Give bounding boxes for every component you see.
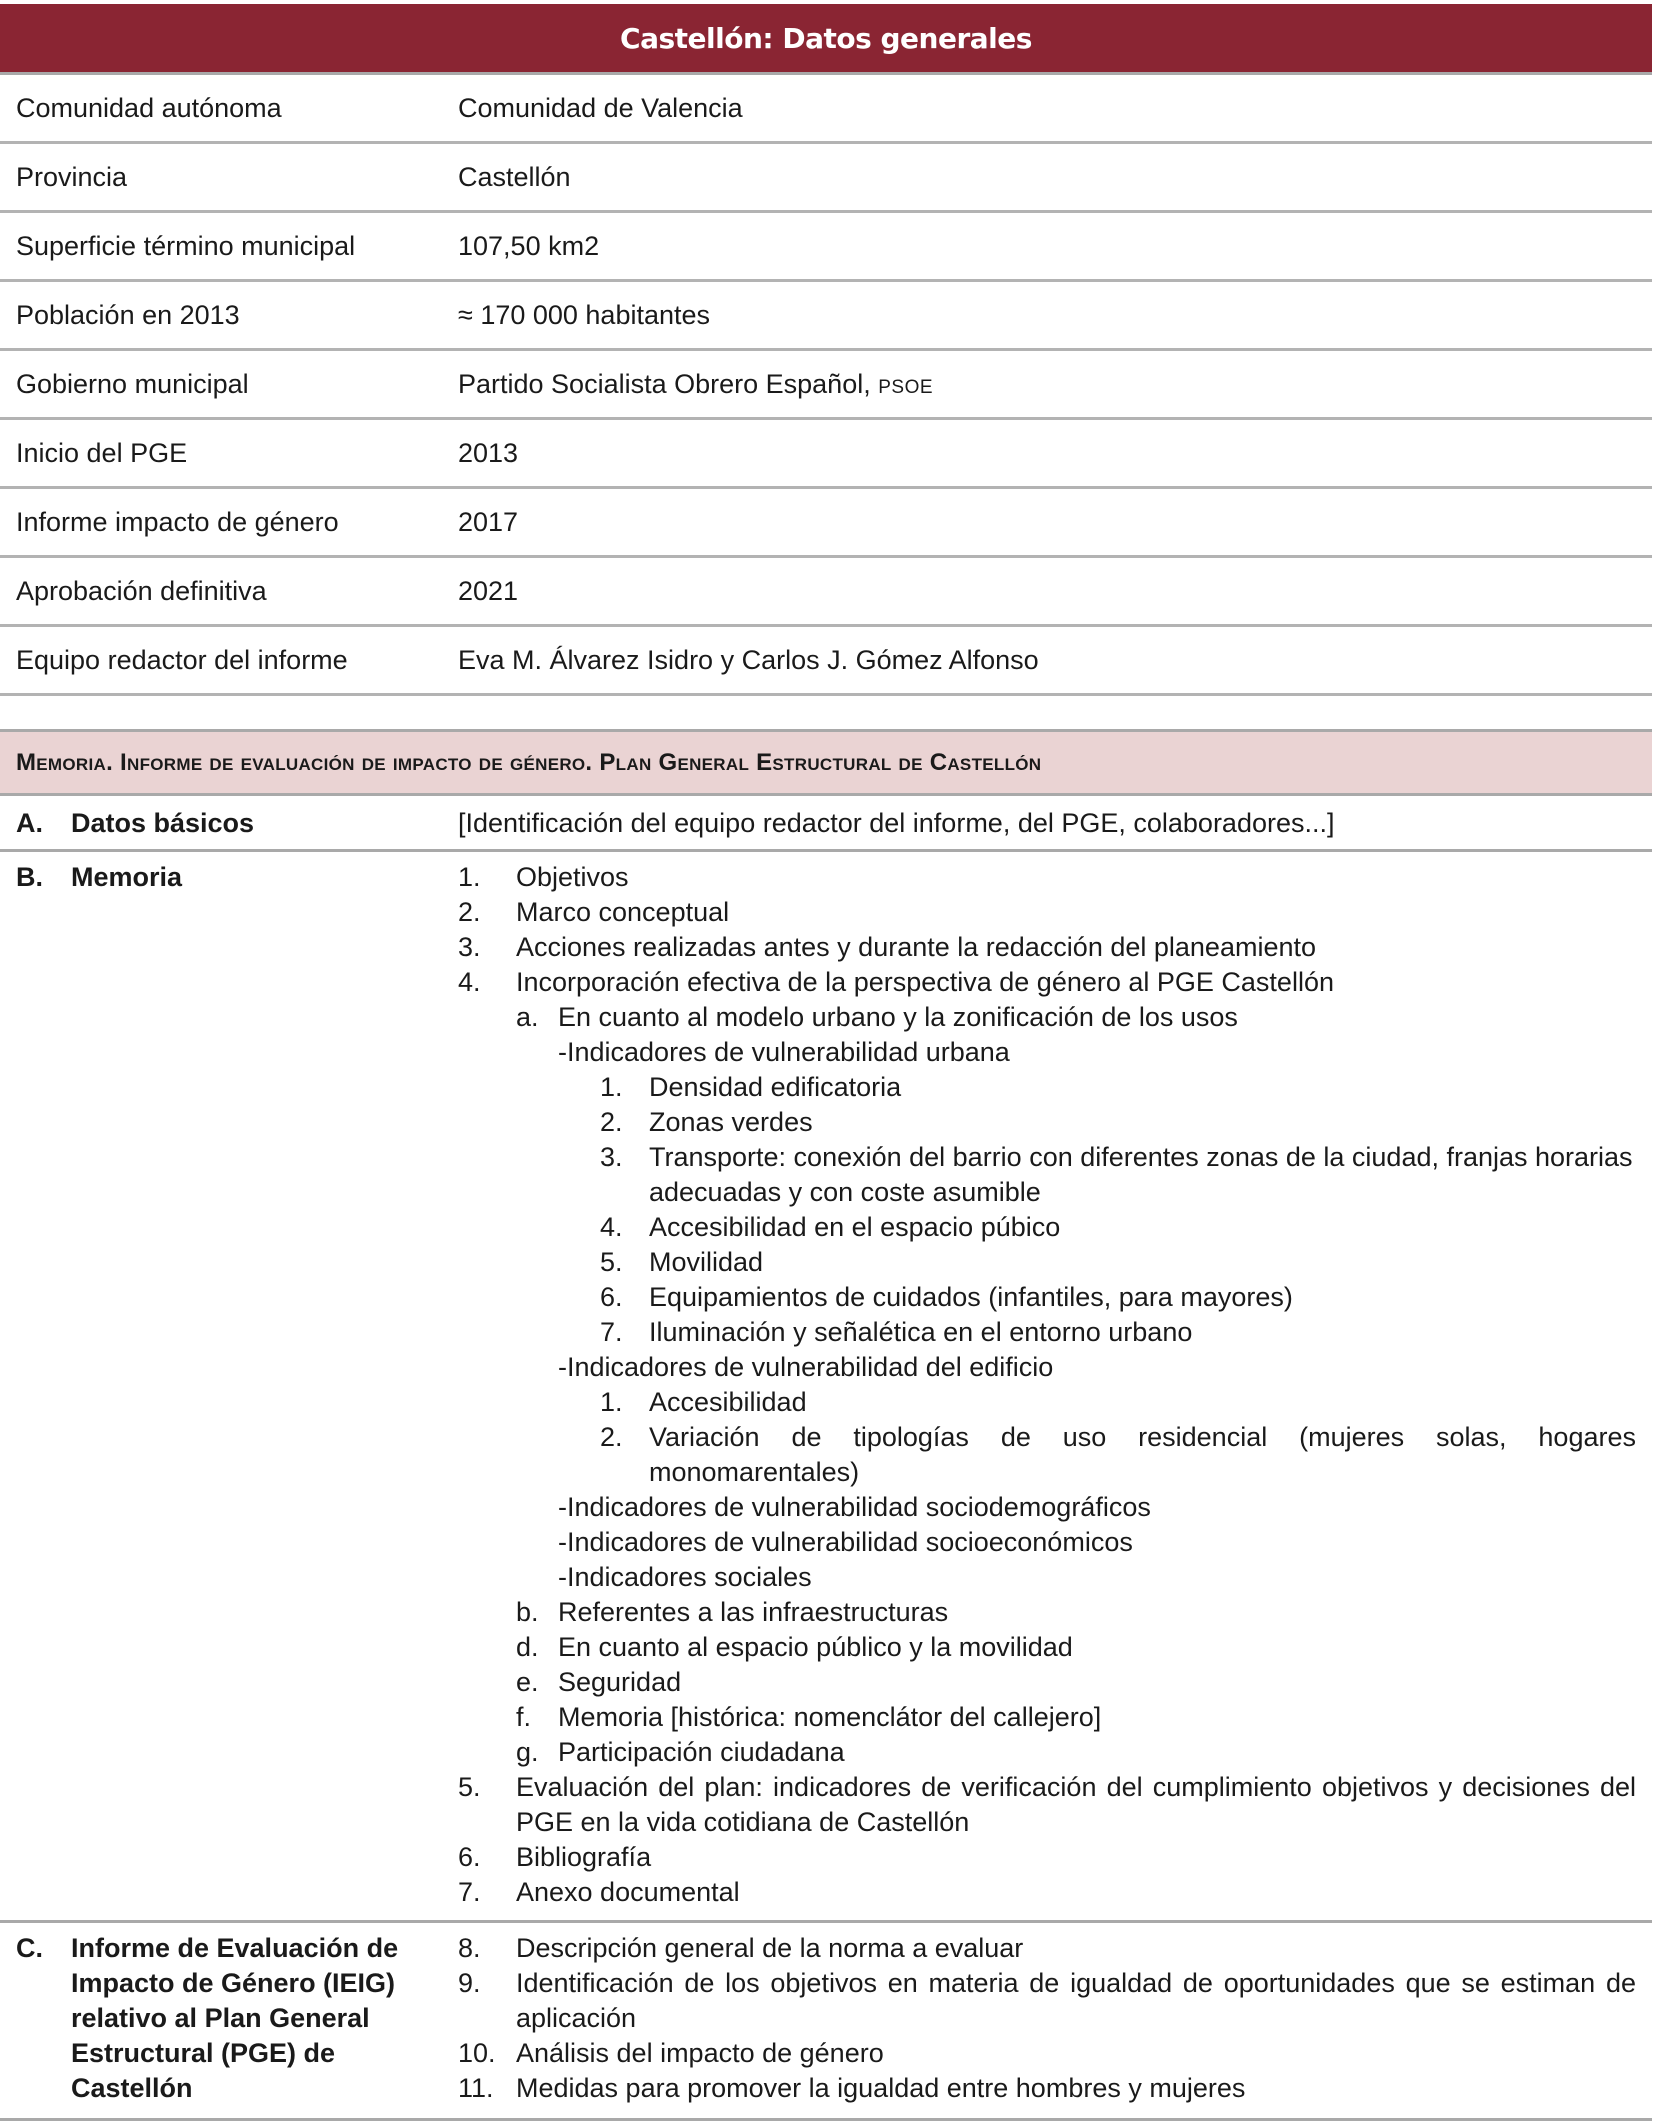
- list-number: 3.: [458, 932, 481, 962]
- list-item: [458, 860, 1636, 895]
- row-value: 2017: [458, 507, 519, 537]
- row-label: Gobierno municipal: [16, 369, 249, 399]
- sublist-item: [458, 1700, 1636, 1735]
- general-row: [0, 489, 1652, 558]
- general-data-title: [0, 4, 1652, 75]
- indicator-item: [458, 1420, 1636, 1490]
- list-item: [458, 895, 1636, 930]
- general-row: [0, 75, 1652, 144]
- section-letter: A.: [16, 808, 43, 838]
- list-text: Seguridad: [558, 1667, 682, 1697]
- row-label: Comunidad autónoma: [16, 93, 282, 123]
- indicator-item: [458, 1245, 1636, 1280]
- party-abbreviation: PSOE: [878, 377, 934, 398]
- list-text: Variación de tipologías de uso residencial (mujeres solas, hogares monomarentales): [649, 1422, 1636, 1487]
- list-text: En cuanto al espacio público y la movilidad: [558, 1632, 1073, 1662]
- list-text: En cuanto al modelo urbano y la zonificación de los usos: [558, 1002, 1238, 1032]
- list-number: 1.: [600, 1072, 623, 1102]
- memoria-section-title: [0, 729, 1652, 796]
- row-value: Eva M. Álvarez Isidro y Carlos J. Gómez Alfonso: [458, 645, 1039, 675]
- section-letter: B.: [16, 862, 43, 892]
- indicator-heading: -Indicadores de vulnerabilidad socioeconómicos: [558, 1527, 1133, 1557]
- row-value: Comunidad de Valencia: [458, 93, 743, 123]
- list-number: 5.: [600, 1247, 623, 1277]
- list-text: Movilidad: [649, 1247, 764, 1277]
- list-text: Acciones realizadas antes y durante la redacción del planeamiento: [516, 932, 1316, 962]
- section-label-text: Memoria: [71, 862, 183, 892]
- list-text: Zonas verdes: [649, 1107, 813, 1137]
- list-item: [458, 1966, 1636, 2036]
- section-letter: C.: [16, 1933, 43, 1963]
- row-value: Castellón: [458, 162, 571, 192]
- sublist-item: [458, 1735, 1636, 1770]
- row-value: 107,50 km2: [458, 231, 600, 261]
- list-number: 2.: [600, 1422, 623, 1452]
- list-text: Memoria [histórica: nomenclátor del callejero]: [558, 1702, 1102, 1732]
- list-text: Incorporación efectiva de la perspectiva de género al PGE Castellón: [516, 967, 1334, 997]
- list-number: 2.: [458, 897, 481, 927]
- list-letter: f.: [516, 1702, 532, 1732]
- list-item: [458, 2036, 1636, 2071]
- indicator-heading: -Indicadores sociales: [558, 1562, 812, 1592]
- list-text: Evaluación del plan: indicadores de verificación del cumplimiento objetivos y decisiones del PGE en la vida cotidiana de Castellón: [516, 1772, 1636, 1837]
- list-text: Bibliografía: [516, 1842, 652, 1872]
- indicator-item: [458, 1210, 1636, 1245]
- list-letter: g.: [516, 1737, 539, 1767]
- section-c-row: [0, 1923, 1652, 2121]
- list-text: Anexo documental: [516, 1877, 740, 1907]
- list-text: Densidad edificatoria: [649, 1072, 902, 1102]
- list-number: 1.: [600, 1387, 623, 1417]
- memoria-section-title-text: Memoria. Informe de evaluación de impacto de género. Plan General Estructural de Castellón: [16, 748, 1042, 776]
- list-item: [458, 1840, 1636, 1875]
- list-text: Accesibilidad en el espacio púbico: [649, 1212, 1061, 1242]
- section-c-label: [0, 1931, 458, 2106]
- list-number: 10.: [458, 2038, 496, 2068]
- row-label: Informe impacto de género: [16, 507, 339, 537]
- list-item: [458, 1931, 1636, 1966]
- table-spacer: [0, 696, 1652, 729]
- list-number: 8.: [458, 1933, 481, 1963]
- indicator-heading: -Indicadores de vulnerabilidad del edificio: [558, 1352, 1054, 1382]
- general-row: [0, 627, 1652, 696]
- list-number: 11.: [458, 2073, 494, 2103]
- list-text: Medidas para promover la igualdad entre hombres y mujeres: [516, 2073, 1246, 2103]
- row-label: Equipo redactor del informe: [16, 645, 348, 675]
- list-text: Accesibilidad: [649, 1387, 807, 1417]
- section-b-label: [0, 860, 458, 1910]
- general-row: [0, 144, 1652, 213]
- list-text: Referentes a las infraestructuras: [558, 1597, 949, 1627]
- list-letter: b.: [516, 1597, 539, 1627]
- section-a-content: [Identificación del equipo redactor del informe, del PGE, colaboradores...]: [458, 808, 1335, 838]
- indicator-item: [458, 1315, 1636, 1350]
- general-row: [0, 420, 1652, 489]
- section-label-text: Informe de Evaluación de Impacto de Género (IEIG) relativo al Plan General Estructural (PGE) de Castellón: [71, 1933, 399, 2103]
- list-item: [458, 930, 1636, 965]
- indicator-heading: -Indicadores de vulnerabilidad urbana: [558, 1037, 1010, 1067]
- section-b-content: [458, 860, 1652, 1910]
- general-row: [0, 351, 1652, 420]
- list-number: 4.: [600, 1212, 623, 1242]
- list-item: [458, 1770, 1636, 1840]
- general-data-title-text: Castellón: Datos generales: [620, 21, 1032, 55]
- list-item: [458, 2071, 1636, 2106]
- list-number: 6.: [600, 1282, 623, 1312]
- indicator-heading: -Indicadores de vulnerabilidad sociodemográficos: [558, 1492, 1151, 1522]
- section-label-text: Datos básicos: [71, 808, 255, 838]
- list-number: 3.: [600, 1142, 623, 1172]
- row-value: ≈ 170 000 habitantes: [458, 300, 711, 330]
- party-name: Partido Socialista Obrero Español,: [458, 369, 871, 399]
- list-text: Iluminación y señalética en el entorno urbano: [649, 1317, 1193, 1347]
- sublist-item: [458, 1630, 1636, 1665]
- list-number: 1.: [458, 862, 481, 892]
- list-letter: a.: [516, 1002, 539, 1032]
- section-a-row: [0, 796, 1652, 852]
- row-label: Inicio del PGE: [16, 438, 188, 468]
- list-number: 5.: [458, 1772, 481, 1802]
- list-text: Equipamientos de cuidados (infantiles, para mayores): [649, 1282, 1293, 1312]
- general-row: [0, 558, 1652, 627]
- list-number: 4.: [458, 967, 481, 997]
- list-number: 7.: [600, 1317, 623, 1347]
- section-b-row: [0, 852, 1652, 1923]
- row-value: [458, 351, 1652, 400]
- indicator-item: [458, 1105, 1636, 1140]
- list-text: Participación ciudadana: [558, 1737, 845, 1767]
- indicator-item: [458, 1070, 1636, 1105]
- row-value: 2021: [458, 576, 519, 606]
- section-c-content: [458, 1931, 1652, 2106]
- row-label: Población en 2013: [16, 300, 240, 330]
- list-number: 7.: [458, 1877, 481, 1907]
- list-number: 6.: [458, 1842, 481, 1872]
- row-label: Superficie término municipal: [16, 231, 356, 261]
- list-text: Marco conceptual: [516, 897, 730, 927]
- list-number: 2.: [600, 1107, 623, 1137]
- section-a-label: [0, 806, 458, 841]
- sublist-item: [458, 1595, 1636, 1630]
- list-letter: e.: [516, 1667, 539, 1697]
- list-number: 9.: [458, 1968, 481, 1998]
- row-value: 2013: [458, 438, 519, 468]
- general-row: [0, 213, 1652, 282]
- list-item: [458, 1875, 1636, 1910]
- list-text: Objetivos: [516, 862, 629, 892]
- sublist-item: [458, 1000, 1636, 1035]
- general-row: [0, 282, 1652, 351]
- indicator-item: [458, 1385, 1636, 1420]
- row-label: Aprobación definitiva: [16, 576, 267, 606]
- indicator-item: [458, 1140, 1636, 1210]
- row-label: Provincia: [16, 162, 128, 192]
- indicator-item: [458, 1280, 1636, 1315]
- list-text: Identificación de los objetivos en materia de igualdad de oportunidades que se estiman de aplicación: [516, 1968, 1636, 2033]
- list-letter: d.: [516, 1632, 539, 1662]
- list-text: Análisis del impacto de género: [516, 2038, 884, 2068]
- sublist-item: [458, 1665, 1636, 1700]
- list-text: Transporte: conexión del barrio con diferentes zonas de la ciudad, franjas horarias adecuadas y con coste asumible: [649, 1142, 1633, 1207]
- list-text: Descripción general de la norma a evaluar: [516, 1933, 1024, 1963]
- document-page: [0, 4, 1652, 2121]
- list-item: [458, 965, 1636, 1000]
